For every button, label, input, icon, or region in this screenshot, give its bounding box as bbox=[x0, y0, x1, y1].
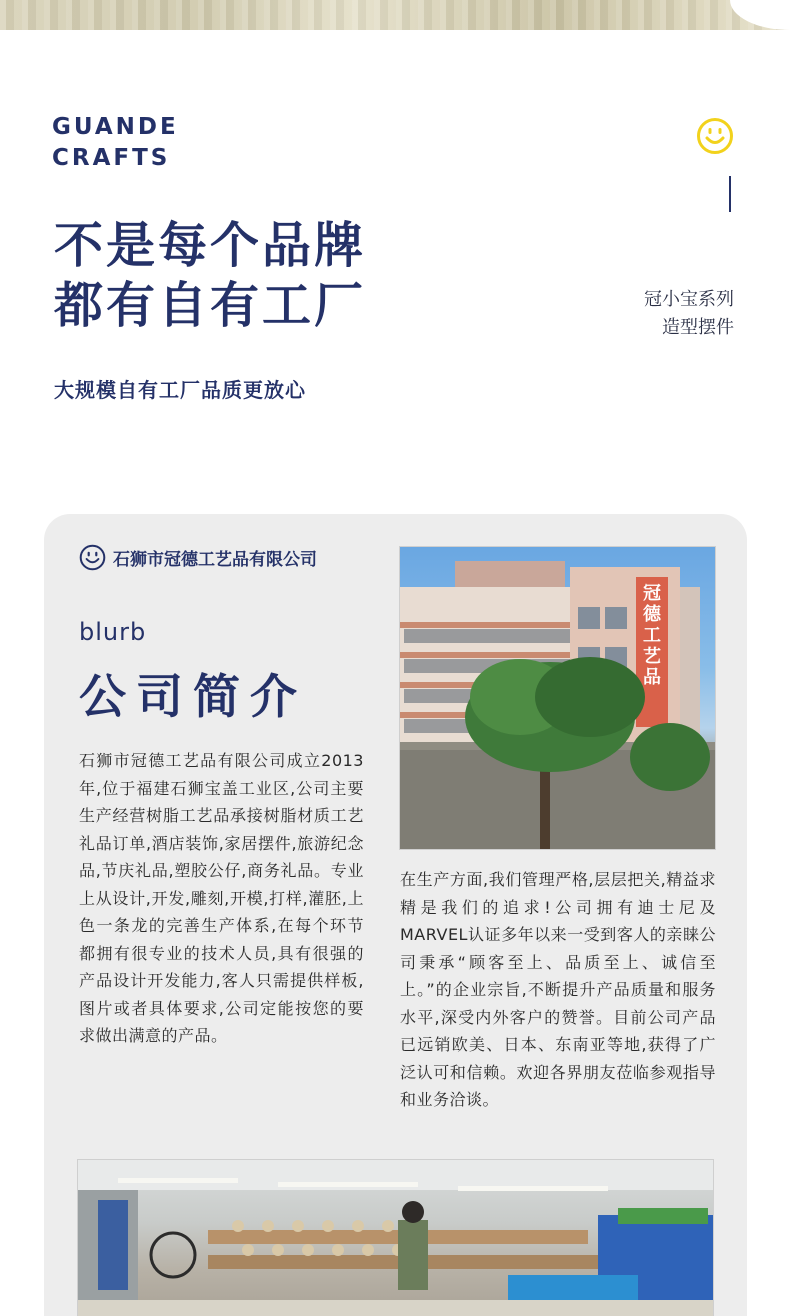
wood-grain-texture bbox=[0, 0, 790, 30]
company-header bbox=[79, 543, 317, 571]
top-banner-photo bbox=[0, 0, 790, 30]
headline bbox=[54, 216, 366, 336]
series-label bbox=[644, 286, 734, 342]
tagline: 大规模自有工厂品质更放心 bbox=[54, 378, 306, 402]
building-illustration bbox=[400, 547, 716, 850]
brand-line-1: GUANDE bbox=[52, 114, 179, 140]
headline-line-2: 都有自有工厂 bbox=[54, 277, 367, 334]
company-smiley-icon bbox=[79, 544, 106, 571]
blurb-label: blurb bbox=[79, 618, 147, 646]
brand-wordmark bbox=[52, 112, 179, 174]
factory-building-photo bbox=[399, 546, 716, 850]
smiley-icon bbox=[696, 117, 734, 155]
series-line-2: 造型摆件 bbox=[662, 317, 734, 338]
factory-illustration bbox=[78, 1160, 714, 1316]
building-sign: 冠德工艺品 bbox=[643, 583, 661, 688]
intro-title: 公司简介 bbox=[79, 670, 307, 725]
company-name: 石狮市冠德工艺品有限公司 bbox=[113, 549, 317, 570]
intro-paragraph-right: 在生产方面,我们管理严格,层层把关,精益求精是我们的追求!公司拥有迪士尼及MARVEL认证多年以来一受到客人的亲睐公司秉承“顾客至上、品质至上、诚信至上。”的企业宗旨,不断提升产品质量和服务水平,深受内外客户的赞誉。目前公司产品已远销欧美、日本、东南亚等地,获得了广泛认可和信赖。欢迎各界朋友莅临参观指导和业务洽谈。 bbox=[400, 870, 716, 1109]
series-line-1: 冠小宝系列 bbox=[644, 289, 734, 310]
headline-line-1: 不是每个品牌 bbox=[54, 217, 367, 274]
brand-line-2: CRAFTS bbox=[52, 145, 171, 171]
factory-floor-photo bbox=[77, 1159, 714, 1316]
vertical-divider bbox=[729, 176, 731, 212]
intro-paragraph-left: 石狮市冠德工艺品有限公司成立2013年,位于福建石狮宝盖工业区,公司主要生产经营树脂工艺品承接树脂材质工艺礼品订单,酒店装饰,家居摆件,旅游纪念品,节庆礼品,塑胶公仔,商务礼品。专业上从设计,开发,雕刻,开模,打样,灌胚,上色一条龙的完善生产体系,在每个环节都拥有很专业的技术人员,具有很强的产品设计开发能力,客人只需提供样板,图片或者具体要求,公司定能按您的要求做出满意的产品。 bbox=[79, 751, 364, 1045]
